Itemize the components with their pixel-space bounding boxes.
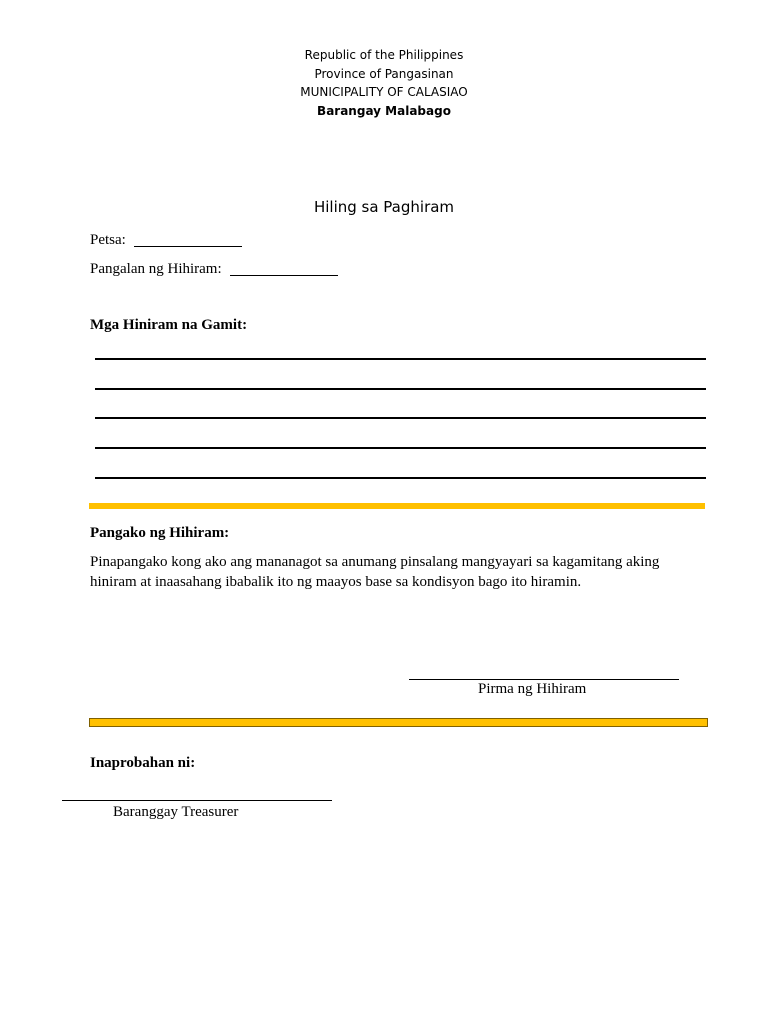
approver-signature-line[interactable] [62, 800, 332, 801]
approver-signature-caption: Baranggay Treasurer [113, 804, 239, 820]
pledge-text: Pinapangako kong ako ang mananagot sa anumang pinsalang mangyayari sa kagamitang aking hiniram at inaasahang ibabalik ito ng maayos base sa kondisyon bago ito hiramin. [90, 554, 660, 590]
letterhead-barangay: Barangay Malabago [317, 103, 451, 118]
borrower-name-blank-line[interactable] [230, 261, 338, 276]
letterhead-country: Republic of the Philippines [304, 48, 464, 62]
date-blank-line[interactable] [134, 232, 242, 247]
item-line[interactable] [95, 388, 706, 390]
approval-heading: Inaprobahan ni: [90, 755, 196, 771]
item-line[interactable] [95, 447, 706, 449]
letterhead-province: Province of Pangasinan [314, 66, 454, 81]
borrower-name-field [90, 258, 338, 278]
letterhead-municipality: MUNICIPALITY OF CALASIAO [300, 85, 468, 99]
pledge-heading: Pangako ng Hihiram: [90, 525, 230, 541]
borrowed-items-heading: Mga Hiniram na Gamit: [90, 317, 248, 333]
borrower-signature-line[interactable] [409, 679, 679, 680]
item-line[interactable] [95, 417, 706, 419]
section-divider [89, 503, 705, 509]
date-field [90, 229, 242, 249]
item-line[interactable] [95, 358, 706, 360]
borrower-name-label: Pangalan ng Hihiram: [90, 261, 222, 277]
section-divider [89, 718, 708, 727]
document-title: Hiling sa Paghiram [313, 198, 455, 216]
item-line[interactable] [95, 477, 706, 479]
date-label: Petsa: [90, 232, 126, 248]
letterhead [0, 46, 768, 120]
borrower-signature-caption: Pirma ng Hihiram [478, 681, 587, 697]
